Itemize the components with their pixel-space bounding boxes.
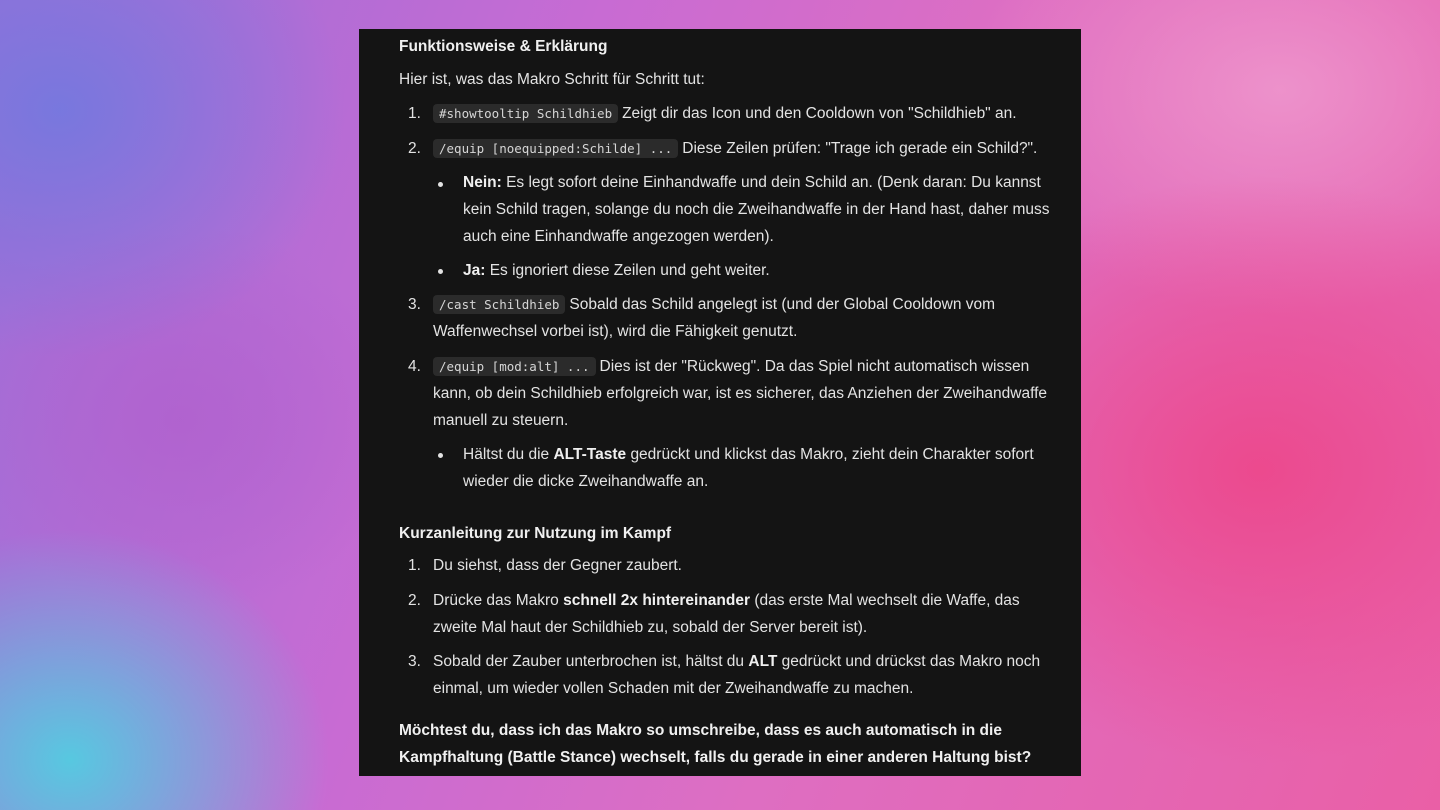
follow-up-question: Kampfhaltung (Battle Stance) wechselt, falls du gerade in einer anderen Haltung bist? [399, 749, 1032, 766]
bullet-text: Es legt sofort deine Einhandwaffe und dein Schild an. (Denk daran: Du kannst [506, 174, 1041, 191]
bullet-dot [438, 453, 443, 458]
list-item-text: kann, ob dein Schildhieb erfolgreich war, ist es sicherer, das Anziehen der Zweihandwaffe [433, 385, 1048, 402]
list-number: 2. [408, 140, 421, 157]
bullet-line [463, 446, 1034, 464]
list-item-text: gedrückt und drückst das Makro noch [781, 653, 1041, 670]
bullet-text: kein Schild tragen, solange du noch die Zweihandwaffe in der Hand hast, daher muss [463, 201, 1050, 218]
bullet-label: Nein: [463, 174, 502, 191]
bullet-line [463, 262, 770, 280]
list-item-text: Zeigt dir das Icon und den Cooldown von "Schildhieb" an. [622, 105, 1017, 122]
list-number: 4. [408, 358, 421, 375]
list-number: 3. [408, 653, 421, 670]
bullet-dot [438, 182, 443, 187]
section-title-kurzanleitung: Kurzanleitung zur Nutzung im Kampf [399, 525, 672, 542]
list-item-bold: ALT [748, 653, 778, 670]
chat-response-panel [359, 29, 1081, 776]
list-item-text: Dies ist der "Rückweg". Da das Spiel nicht automatisch wissen [599, 358, 1030, 375]
code-snippet: /equip [noequipped:Schilde] ... [433, 139, 678, 158]
bullet-label: Ja: [463, 262, 486, 279]
list-item-text: zweite Mal haut der Schildhieb zu, sobald der Server bereit ist). [433, 619, 868, 636]
list-item [433, 653, 1040, 671]
list-number: 1. [408, 105, 421, 122]
intro-text: Hier ist, was das Makro Schritt für Schritt tut: [399, 71, 705, 88]
list-item-text: Du siehst, dass der Gegner zaubert. [433, 557, 682, 574]
bullet-bold: ALT-Taste [553, 446, 627, 463]
list-item-text: Diese Zeilen prüfen: "Trage ich gerade ein Schild?". [682, 140, 1038, 157]
list-item-text: einmal, um wieder vollen Schaden mit der Zweihandwaffe zu machen. [433, 680, 914, 697]
list-item-text: (das erste Mal wechselt die Waffe, das [754, 592, 1020, 609]
code-snippet: /equip [mod:alt] ... [433, 357, 596, 376]
list-number: 3. [408, 296, 421, 313]
list-item-text: manuell zu steuern. [433, 412, 569, 429]
bullet-line [463, 174, 1041, 192]
bullet-text: wieder die dicke Zweihandwaffe an. [463, 473, 709, 490]
list-item [433, 592, 1020, 610]
list-number: 2. [408, 592, 421, 609]
bullet-text: gedrückt und klickst das Makro, zieht dein Charakter sofort [630, 446, 1034, 463]
list-item-text: Sobald der Zauber unterbrochen ist, hältst du [433, 653, 745, 670]
list-item [433, 358, 1029, 376]
bullet-text: Hältst du die [463, 446, 550, 463]
bullet-text: auch eine Einhandwaffe angezogen werden). [463, 228, 774, 245]
list-item-text: Drücke das Makro [433, 592, 559, 609]
list-item [433, 105, 1017, 123]
bullet-text: Es ignoriert diese Zeilen und geht weiter. [489, 262, 770, 279]
code-snippet: /cast Schildhieb [433, 295, 565, 314]
section-title-funktionsweise: Funktionsweise & Erklärung [399, 38, 608, 55]
code-snippet: #showtooltip Schildhieb [433, 104, 618, 123]
list-item [433, 140, 1037, 158]
list-item [433, 296, 995, 314]
list-item-text: Waffenwechsel vorbei ist), wird die Fähigkeit genutzt. [433, 323, 798, 340]
bullet-dot [438, 269, 443, 274]
follow-up-question: Möchtest du, dass ich das Makro so umschreibe, dass es auch automatisch in die [399, 722, 1002, 739]
list-number: 1. [408, 557, 421, 574]
list-item-text: Sobald das Schild angelegt ist (und der Global Cooldown vom [569, 296, 996, 313]
list-item-bold: schnell 2x hintereinander [563, 592, 751, 609]
